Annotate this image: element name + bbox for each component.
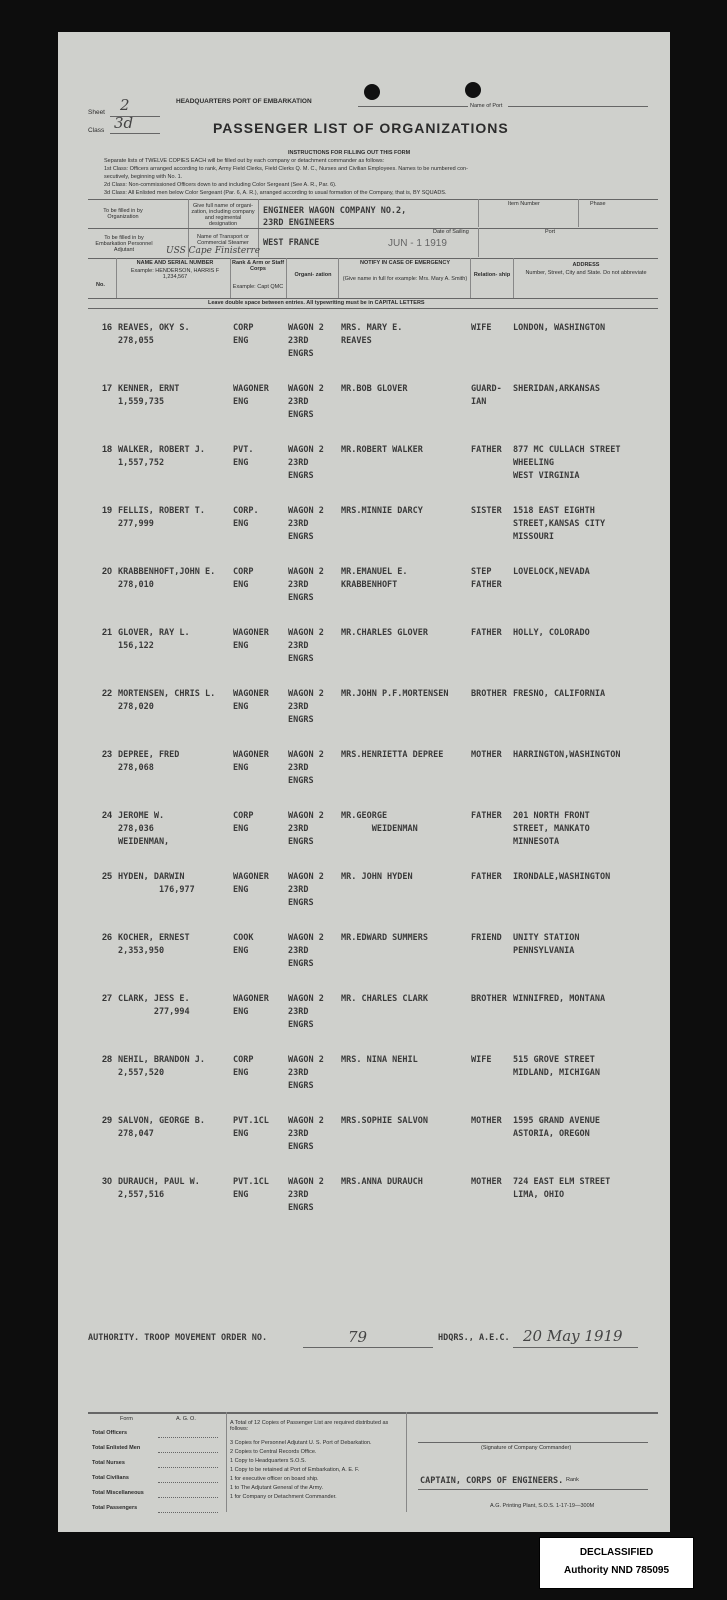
passenger-row — [58, 444, 670, 504]
instruction-line: 2d Class: Non-commissioned Officers down to and including Color Sergeant (See A. R., Par. 6). — [104, 182, 337, 188]
column-note: Leave double space between entries. All typewriting must be in CAPITAL LETTERS — [208, 300, 425, 306]
passenger-organization: WAGON 2 23RD ENGRS — [288, 1177, 324, 1213]
stamp-line-1: DECLASSIFIED — [579, 1547, 654, 1558]
passenger-row — [58, 688, 670, 748]
col-rank: Rank & Arm or Staff Corps — [231, 260, 285, 272]
emergency-contact: MRS.ANNA DURAUCH — [341, 1177, 423, 1187]
col-no: No. — [96, 282, 105, 288]
organization-value: ENGINEER WAGON COMPANY NO.2, — [263, 206, 407, 216]
passenger-organization: WAGON 2 23RD ENGRS — [288, 323, 324, 359]
instructions-title: INSTRUCTIONS FOR FILLING OUT THIS FORM — [288, 150, 411, 156]
passenger-organization: WAGON 2 23RD ENGRS — [288, 1116, 324, 1152]
relationship: BROTHER — [471, 689, 507, 699]
passenger-row — [58, 749, 670, 809]
row-number: 18 — [101, 444, 112, 454]
class-label: Class — [88, 127, 105, 134]
authority-date: 20 May 1919 — [523, 1327, 623, 1345]
passenger-rank: WAGONER ENG — [233, 872, 269, 895]
passenger-organization: WAGON 2 23RD ENGRS — [288, 994, 324, 1030]
col-address: ADDRESS — [572, 262, 600, 268]
rank-label: Rank — [566, 1477, 579, 1483]
punch-hole — [465, 82, 481, 98]
copy-distribution-item: 1 Copy to be retained at Port of Embarkation, A. E. F. — [230, 1467, 360, 1473]
relationship: MOTHER — [471, 1116, 502, 1126]
relationship: BROTHER — [471, 994, 507, 1004]
address: 201 NORTH FRONT STREET, MANKATO MINNESOTA — [513, 811, 590, 847]
address: UNITY STATION PENNSYLVANIA — [513, 933, 580, 956]
total-label: Total Passengers — [92, 1505, 138, 1511]
copy-distribution-item: 1 for Company or Detachment Commander. — [230, 1494, 337, 1500]
emergency-contact: MR.EMANUEL E. KRABBENHOFT — [341, 567, 408, 590]
address: HOLLY, COLORADO — [513, 628, 590, 638]
col-address-sub: Number, Street, City and State. Do not abbreviate — [525, 270, 647, 276]
passenger-organization: WAGON 2 23RD ENGRS — [288, 933, 324, 969]
passenger-row — [58, 871, 670, 931]
passenger-rank: PVT.1CL ENG — [233, 1177, 269, 1200]
passenger-row — [58, 566, 670, 626]
passenger-row — [58, 383, 670, 443]
address: SHERIDAN,ARKANSAS — [513, 384, 600, 394]
relationship: SISTER — [471, 506, 502, 516]
row-number: 23 — [101, 749, 112, 759]
emergency-contact: MR.BOB GLOVER — [341, 384, 408, 394]
passenger-rank: WAGONER ENG — [233, 750, 269, 773]
org-instruction: Give full name of organi- zation, including company and regimental designation — [191, 203, 255, 227]
passenger-rank: COOK ENG — [233, 933, 254, 956]
passenger-rank: WAGONER ENG — [233, 994, 269, 1017]
total-label: Total Civilians — [92, 1475, 129, 1481]
relationship: FATHER — [471, 872, 502, 882]
passenger-organization: WAGON 2 23RD ENGRS — [288, 445, 324, 481]
col-relationship: Relation- ship — [473, 272, 511, 278]
address: IRONDALE,WASHINGTON — [513, 872, 611, 882]
passenger-row — [58, 810, 670, 870]
passenger-name: SALVON, GEORGE B. 278,047 — [118, 1116, 205, 1139]
passenger-name: REAVES, OKY S. 278,055 — [118, 323, 190, 346]
passenger-name: KOCHER, ERNEST 2,353,950 — [118, 933, 190, 956]
passenger-organization: WAGON 2 23RD ENGRS — [288, 689, 324, 725]
emergency-contact: MRS.HENRIETTA DEPREE — [341, 750, 444, 760]
passenger-row — [58, 1054, 670, 1114]
instruction-line: 3d Class: All Enlisted men below Color Sergeant (Par. 6, A. R.), arranged according to usual formation of the Company, that is, BY SQUADS. — [104, 190, 447, 196]
passenger-name: HYDEN, DARWIN 176,977 — [118, 872, 195, 895]
passenger-organization: WAGON 2 23RD ENGRS — [288, 567, 324, 603]
form-label: Form — [120, 1416, 133, 1422]
row-number: 21 — [101, 627, 112, 637]
passenger-rank: CORP. ENG — [233, 506, 259, 529]
col-notify: NOTIFY IN CASE OF EMERGENCY — [359, 260, 451, 266]
passenger-rank: PVT.1CL ENG — [233, 1116, 269, 1139]
transport-instruction: Name of Transport or Commercial Steamer — [197, 234, 249, 246]
row-number: 16 — [101, 322, 112, 332]
emergency-contact: MRS. MARY E. REAVES — [341, 323, 403, 346]
passenger-rank: WAGONER ENG — [233, 689, 269, 712]
passenger-name: WALKER, ROBERT J. 1,557,752 — [118, 445, 205, 468]
address: WINNIFRED, MONTANA — [513, 994, 606, 1004]
order-number: 79 — [348, 1328, 368, 1346]
filled-by-org-label: To be filled in by Organization — [103, 208, 143, 220]
passenger-rank: CORP ENG — [233, 811, 254, 834]
passenger-rank: CORP ENG — [233, 323, 254, 346]
passenger-name: KRABBENHOFT,JOHN E. 278,010 — [118, 567, 216, 590]
passenger-name: FELLIS, ROBERT T. 277,999 — [118, 506, 205, 529]
relationship: MOTHER — [471, 750, 502, 760]
sailing-date-label: Date of Sailing — [433, 229, 469, 235]
passenger-name: DURAUCH, PAUL W. 2,557,516 — [118, 1177, 200, 1200]
copy-distribution-item: 1 to The Adjutant General of the Army. — [230, 1485, 324, 1491]
transport-value: WEST FRANCE — [263, 238, 320, 248]
total-label: Total Nurses — [92, 1460, 125, 1466]
port-name-label: Name of Port — [470, 103, 503, 109]
address: FRESNO, CALIFORNIA — [513, 689, 606, 699]
total-label: Total Enlisted Men — [92, 1445, 141, 1451]
passenger-organization: WAGON 2 23RD ENGRS — [288, 384, 324, 420]
instruction-line: 1st Class: Officers arranged according to rank, Army Field Clerks, Field Clerks Q. M. C., Nurses and Civilian Employees. Names to be numbered con- — [104, 166, 468, 172]
relationship: FATHER — [471, 628, 502, 638]
printer-note: A.G. Printing Plant, S.O.S. 1-17-19—300M — [490, 1503, 595, 1509]
instruction-line: secutively, beginning with No. 1. — [104, 174, 183, 180]
signature-label: (Signature of Company Commander) — [481, 1445, 572, 1451]
address: 877 MC CULLACH STREET WHEELING WEST VIRGINIA — [513, 445, 621, 481]
row-number: 25 — [101, 871, 112, 881]
passenger-rank: CORP ENG — [233, 1055, 254, 1078]
row-number: 26 — [101, 932, 112, 942]
passenger-name: JEROME W. 278,036 WEIDENMAN, — [118, 811, 170, 847]
copy-distribution-item: 1 Copy to Headquarters S.O.S. — [230, 1458, 307, 1464]
total-label: Total Miscellaneous — [92, 1490, 144, 1496]
sheet-value: 2 — [120, 96, 130, 114]
relationship: GUARD- IAN — [471, 384, 502, 407]
filled-by-adjutant-label: To be filled in by Embarkation Personnel Adjutant — [95, 235, 153, 253]
emergency-contact: MR.EDWARD SUMMERS — [341, 933, 428, 943]
copies-title: A Total of 12 Copies of Passenger List are required distributed as follows: — [230, 1420, 389, 1432]
relationship: FRIEND — [471, 933, 502, 943]
punch-hole — [364, 84, 380, 100]
relationship: MOTHER — [471, 1177, 502, 1187]
emergency-contact: MRS. NINA NEHIL — [341, 1055, 418, 1065]
authority-label: AUTHORITY. TROOP MOVEMENT ORDER NO. — [88, 1333, 268, 1343]
passenger-name: KENNER, ERNT 1,559,735 — [118, 384, 180, 407]
passenger-row — [58, 993, 670, 1053]
organization-value-2: 23RD ENGINEERS — [263, 218, 335, 228]
document-sheet — [58, 32, 670, 1532]
copy-distribution-item: 1 for executive officer on board ship. — [230, 1476, 319, 1482]
row-number: 29 — [101, 1115, 112, 1125]
passenger-organization: WAGON 2 23RD ENGRS — [288, 506, 324, 542]
passenger-row — [58, 932, 670, 992]
address: 1518 EAST EIGHTH STREET,KANSAS CITY MISSOURI — [513, 506, 606, 542]
row-number: 22 — [101, 688, 112, 698]
transport-handwritten: USS Cape Finisterre — [166, 246, 261, 256]
sailing-date-stamp: JUN - 1 1919 — [388, 238, 447, 249]
passenger-organization: WAGON 2 23RD ENGRS — [288, 750, 324, 786]
address: HARRINGTON,WASHINGTON — [513, 750, 621, 760]
row-number: 20 — [101, 566, 112, 576]
copy-distribution-item: 2 Copies to Central Records Office. — [230, 1449, 317, 1455]
passenger-row — [58, 627, 670, 687]
passenger-row — [58, 1176, 670, 1236]
passenger-organization: WAGON 2 23RD ENGRS — [288, 1055, 324, 1091]
page-title: PASSENGER LIST OF ORGANIZATIONS — [213, 120, 509, 136]
passenger-rank: PVT. ENG — [233, 445, 254, 468]
row-number: 24 — [101, 810, 112, 820]
passenger-row — [58, 322, 670, 382]
emergency-contact: MR.GEORGE WEIDENMAN — [341, 811, 418, 834]
passenger-organization: WAGON 2 23RD ENGRS — [288, 872, 324, 908]
emergency-contact: MR. CHARLES CLARK — [341, 994, 428, 1004]
total-label: Total Officers — [92, 1430, 128, 1436]
address: 724 EAST ELM STREET LIMA, OHIO — [513, 1177, 611, 1200]
address: 515 GROVE STREET MIDLAND, MICHIGAN — [513, 1055, 600, 1078]
emergency-contact: MR.JOHN P.F.MORTENSEN — [341, 689, 449, 699]
declassified-stamp — [539, 1537, 694, 1589]
col-rank-example: Example: Capt QMC — [232, 284, 284, 290]
emergency-contact: MRS.SOPHIE SALVON — [341, 1116, 428, 1126]
relationship: FATHER — [471, 445, 502, 455]
row-number: 30 — [101, 1176, 112, 1186]
copy-distribution-item: 3 Copies for Personnel Adjutant U. S. Port of Debarkation. — [230, 1440, 372, 1446]
address: 1595 GRAND AVENUE ASTORIA, OREGON — [513, 1116, 600, 1139]
form-agency: A. G. O. — [176, 1416, 196, 1422]
passenger-name: NEHIL, BRANDON J. 2,557,520 — [118, 1055, 205, 1078]
passenger-name: MORTENSEN, CHRIS L. 278,020 — [118, 689, 216, 712]
commander-rank: CAPTAIN, CORPS OF ENGINEERS. — [420, 1476, 564, 1486]
hdqrs-label: HDQRS., A.E.C. — [438, 1333, 510, 1343]
passenger-row — [58, 505, 670, 565]
passenger-name: CLARK, JESS E. 277,994 — [118, 994, 190, 1017]
relationship: WIFE — [471, 323, 492, 333]
sheet-label: Sheet — [88, 109, 105, 116]
relationship: STEP FATHER — [471, 567, 502, 590]
emergency-contact: MRS.MINNIE DARCY — [341, 506, 423, 516]
instruction-line: Separate lists of TWELVE COPIES EACH will be filled out by each company or detachment commander as follows: — [104, 158, 385, 164]
address: LONDON, WASHINGTON — [513, 323, 606, 333]
emergency-contact: MR. JOHN HYDEN — [341, 872, 413, 882]
stamp-line-2: Authority NND 785095 — [563, 1565, 670, 1576]
passenger-row — [58, 1115, 670, 1175]
item-number-label: Item Number — [508, 201, 540, 207]
row-number: 17 — [101, 383, 112, 393]
class-value: 3d — [114, 114, 134, 132]
emergency-contact: MR.ROBERT WALKER — [341, 445, 423, 455]
passenger-name: GLOVER, RAY L. 156,122 — [118, 628, 190, 651]
passenger-name: DEPREE, FRED 278,068 — [118, 750, 180, 773]
emergency-contact: MR.CHARLES GLOVER — [341, 628, 428, 638]
col-name: NAME AND SERIAL NUMBER — [136, 260, 214, 266]
port-label: Port — [545, 229, 556, 235]
relationship: FATHER — [471, 811, 502, 821]
col-notify-sub: (Give name in full for example: Mrs. Mary A. Smith) — [342, 276, 468, 282]
passenger-organization: WAGON 2 23RD ENGRS — [288, 628, 324, 664]
relationship: WIFE — [471, 1055, 492, 1065]
row-number: 19 — [101, 505, 112, 515]
address: LOVELOCK,NEVADA — [513, 567, 590, 577]
passenger-rank: WAGONER ENG — [233, 384, 269, 407]
row-number: 28 — [101, 1054, 112, 1064]
row-number: 27 — [101, 993, 112, 1003]
passenger-rank: WAGONER ENG — [233, 628, 269, 651]
phase-label: Phase — [590, 201, 606, 207]
passenger-organization: WAGON 2 23RD ENGRS — [288, 811, 324, 847]
col-organization: Organi- zation — [294, 272, 332, 278]
hq-label: HEADQUARTERS PORT OF EMBARKATION — [176, 98, 312, 105]
passenger-rank: CORP ENG — [233, 567, 254, 590]
col-name-example: Example: HENDERSON, HARRIS F 1,234,567 — [130, 268, 220, 280]
